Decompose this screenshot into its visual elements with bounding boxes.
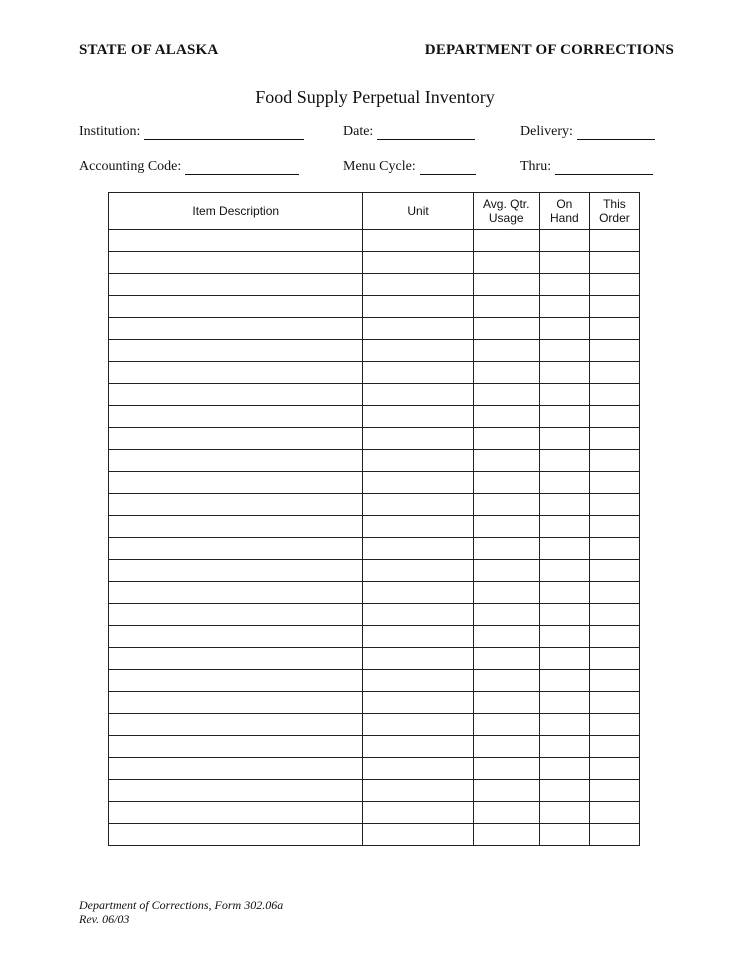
cell-avg-qtr-usage[interactable] [473,692,539,714]
cell-on-hand[interactable] [539,406,589,428]
table-row [109,670,640,692]
form-footer [79,898,283,926]
cell-this-order[interactable] [589,384,639,406]
column-header-item-description: Item Description [109,193,363,230]
cell-unit[interactable] [363,516,473,538]
cell-item-description[interactable] [109,516,363,538]
cell-item-description[interactable] [109,802,363,824]
cell-avg-qtr-usage[interactable] [473,758,539,780]
cell-avg-qtr-usage[interactable] [473,274,539,296]
cell-avg-qtr-usage[interactable] [473,824,539,846]
cell-this-order[interactable] [589,340,639,362]
cell-this-order[interactable] [589,648,639,670]
table-row [109,230,640,252]
cell-on-hand[interactable] [539,670,589,692]
cell-avg-qtr-usage[interactable] [473,252,539,274]
cell-this-order[interactable] [589,692,639,714]
cell-on-hand[interactable] [539,516,589,538]
cell-this-order[interactable] [589,780,639,802]
cell-on-hand[interactable] [539,560,589,582]
cell-on-hand[interactable] [539,538,589,560]
cell-avg-qtr-usage[interactable] [473,406,539,428]
date-field[interactable] [343,124,475,140]
cell-this-order[interactable] [589,626,639,648]
cell-on-hand[interactable] [539,824,589,846]
cell-unit[interactable] [363,670,473,692]
column-header-unit: Unit [363,193,473,230]
cell-on-hand[interactable] [539,318,589,340]
table-row [109,384,640,406]
accounting-code-label: Accounting Code: [79,159,182,174]
cell-on-hand[interactable] [539,362,589,384]
table-row [109,516,640,538]
table-row [109,494,640,516]
institution-field[interactable] [79,124,304,140]
table-row [109,648,640,670]
cell-avg-qtr-usage[interactable] [473,736,539,758]
cell-this-order[interactable] [589,824,639,846]
cell-item-description[interactable] [109,780,363,802]
cell-item-description[interactable] [109,428,363,450]
column-header-on-hand: On Hand [539,193,589,230]
cell-item-description[interactable] [109,296,363,318]
cell-unit[interactable] [363,780,473,802]
cell-this-order[interactable] [589,670,639,692]
menu-cycle-field[interactable] [343,159,476,175]
cell-item-description[interactable] [109,230,363,252]
table-row [109,296,640,318]
cell-avg-qtr-usage[interactable] [473,560,539,582]
cell-this-order[interactable] [589,274,639,296]
cell-on-hand[interactable] [539,626,589,648]
cell-avg-qtr-usage[interactable] [473,230,539,252]
cell-unit[interactable] [363,604,473,626]
cell-avg-qtr-usage[interactable] [473,802,539,824]
cell-item-description[interactable] [109,692,363,714]
cell-unit[interactable] [363,362,473,384]
menu-cycle-line[interactable] [420,160,476,175]
cell-on-hand[interactable] [539,340,589,362]
cell-this-order[interactable] [589,406,639,428]
cell-avg-qtr-usage[interactable] [473,340,539,362]
delivery-field[interactable] [520,124,655,140]
cell-this-order[interactable] [589,450,639,472]
cell-this-order[interactable] [589,230,639,252]
cell-avg-qtr-usage[interactable] [473,714,539,736]
institution-label: Institution: [79,124,141,139]
delivery-line[interactable] [577,125,655,140]
cell-item-description[interactable] [109,384,363,406]
cell-on-hand[interactable] [539,494,589,516]
cell-unit[interactable] [363,450,473,472]
cell-item-description[interactable] [109,714,363,736]
cell-item-description[interactable] [109,450,363,472]
cell-unit[interactable] [363,626,473,648]
state-header: STATE OF ALASKA [79,42,219,58]
cell-avg-qtr-usage[interactable] [473,780,539,802]
table-row [109,450,640,472]
table-row [109,824,640,846]
cell-unit[interactable] [363,296,473,318]
institution-line[interactable] [144,125,304,140]
cell-avg-qtr-usage[interactable] [473,450,539,472]
cell-item-description[interactable] [109,494,363,516]
table-header-row [109,193,640,230]
cell-this-order[interactable] [589,252,639,274]
cell-item-description[interactable] [109,582,363,604]
delivery-label: Delivery: [520,124,573,139]
table-row [109,692,640,714]
cell-avg-qtr-usage[interactable] [473,494,539,516]
cell-unit[interactable] [363,692,473,714]
cell-on-hand[interactable] [539,758,589,780]
cell-this-order[interactable] [589,472,639,494]
cell-this-order[interactable] [589,296,639,318]
cell-item-description[interactable] [109,604,363,626]
table-row [109,472,640,494]
cell-on-hand[interactable] [539,274,589,296]
cell-unit[interactable] [363,560,473,582]
cell-this-order[interactable] [589,362,639,384]
cell-this-order[interactable] [589,538,639,560]
cell-this-order[interactable] [589,736,639,758]
cell-on-hand[interactable] [539,230,589,252]
cell-on-hand[interactable] [539,296,589,318]
cell-item-description[interactable] [109,362,363,384]
footer-revision: Rev. 06/03 [79,912,130,926]
cell-avg-qtr-usage[interactable] [473,472,539,494]
cell-unit[interactable] [363,252,473,274]
cell-unit[interactable] [363,494,473,516]
cell-on-hand[interactable] [539,582,589,604]
cell-on-hand[interactable] [539,802,589,824]
cell-unit[interactable] [363,230,473,252]
table-row [109,340,640,362]
cell-on-hand[interactable] [539,472,589,494]
thru-label: Thru: [520,159,552,174]
cell-avg-qtr-usage[interactable] [473,318,539,340]
cell-item-description[interactable] [109,560,363,582]
date-label: Date: [343,124,374,139]
cell-this-order[interactable] [589,802,639,824]
cell-avg-qtr-usage[interactable] [473,362,539,384]
cell-avg-qtr-usage[interactable] [473,428,539,450]
cell-on-hand[interactable] [539,450,589,472]
cell-on-hand[interactable] [539,736,589,758]
cell-avg-qtr-usage[interactable] [473,626,539,648]
cell-this-order[interactable] [589,516,639,538]
cell-this-order[interactable] [589,560,639,582]
cell-avg-qtr-usage[interactable] [473,516,539,538]
cell-on-hand[interactable] [539,604,589,626]
cell-item-description[interactable] [109,340,363,362]
date-line[interactable] [377,125,475,140]
cell-item-description[interactable] [109,758,363,780]
cell-unit[interactable] [363,472,473,494]
cell-avg-qtr-usage[interactable] [473,384,539,406]
cell-item-description[interactable] [109,670,363,692]
cell-on-hand[interactable] [539,252,589,274]
cell-this-order[interactable] [589,494,639,516]
cell-unit[interactable] [363,318,473,340]
table-row [109,560,640,582]
table-row [109,538,640,560]
menu-cycle-label: Menu Cycle: [343,159,416,174]
cell-unit[interactable] [363,384,473,406]
table-row [109,780,640,802]
cell-avg-qtr-usage[interactable] [473,582,539,604]
cell-unit[interactable] [363,538,473,560]
cell-unit[interactable] [363,340,473,362]
cell-on-hand[interactable] [539,780,589,802]
cell-unit[interactable] [363,582,473,604]
cell-item-description[interactable] [109,648,363,670]
cell-on-hand[interactable] [539,428,589,450]
cell-on-hand[interactable] [539,692,589,714]
cell-item-description[interactable] [109,318,363,340]
cell-this-order[interactable] [589,582,639,604]
table-row [109,318,640,340]
cell-this-order[interactable] [589,714,639,736]
thru-line[interactable] [555,160,653,175]
table-row [109,362,640,384]
cell-unit[interactable] [363,648,473,670]
cell-avg-qtr-usage[interactable] [473,670,539,692]
table-row [109,252,640,274]
cell-unit[interactable] [363,714,473,736]
inventory-table [108,192,640,846]
cell-unit[interactable] [363,406,473,428]
cell-unit[interactable] [363,274,473,296]
department-header: DEPARTMENT OF CORRECTIONS [424,42,674,58]
cell-item-description[interactable] [109,736,363,758]
cell-avg-qtr-usage[interactable] [473,538,539,560]
table-row [109,274,640,296]
cell-item-description[interactable] [109,472,363,494]
cell-unit[interactable] [363,824,473,846]
table-row [109,802,640,824]
cell-item-description[interactable] [109,252,363,274]
accounting-code-line[interactable] [185,160,299,175]
thru-field[interactable] [520,159,653,175]
accounting-code-field[interactable] [79,159,299,175]
inventory-table-container [108,192,640,846]
cell-unit[interactable] [363,802,473,824]
cell-this-order[interactable] [589,758,639,780]
footer-form-number: Department of Corrections, Form 302.06a [79,898,284,912]
cell-unit[interactable] [363,428,473,450]
cell-avg-qtr-usage[interactable] [473,296,539,318]
cell-item-description[interactable] [109,538,363,560]
table-row [109,406,640,428]
cell-this-order[interactable] [589,604,639,626]
cell-unit[interactable] [363,736,473,758]
table-row [109,714,640,736]
cell-item-description[interactable] [109,626,363,648]
table-row [109,604,640,626]
cell-on-hand[interactable] [539,714,589,736]
cell-avg-qtr-usage[interactable] [473,604,539,626]
cell-this-order[interactable] [589,318,639,340]
column-header-avg-qtr-usage: Avg. Qtr. Usage [473,193,539,230]
table-row [109,736,640,758]
table-row [109,758,640,780]
cell-unit[interactable] [363,758,473,780]
table-row [109,626,640,648]
page-title: Food Supply Perpetual Inventory [255,87,495,107]
table-row [109,428,640,450]
cell-avg-qtr-usage[interactable] [473,648,539,670]
cell-item-description[interactable] [109,406,363,428]
column-header-this-order: This Order [589,193,639,230]
cell-on-hand[interactable] [539,384,589,406]
cell-this-order[interactable] [589,428,639,450]
table-row [109,582,640,604]
cell-item-description[interactable] [109,824,363,846]
cell-item-description[interactable] [109,274,363,296]
cell-on-hand[interactable] [539,648,589,670]
table-body [109,230,640,846]
